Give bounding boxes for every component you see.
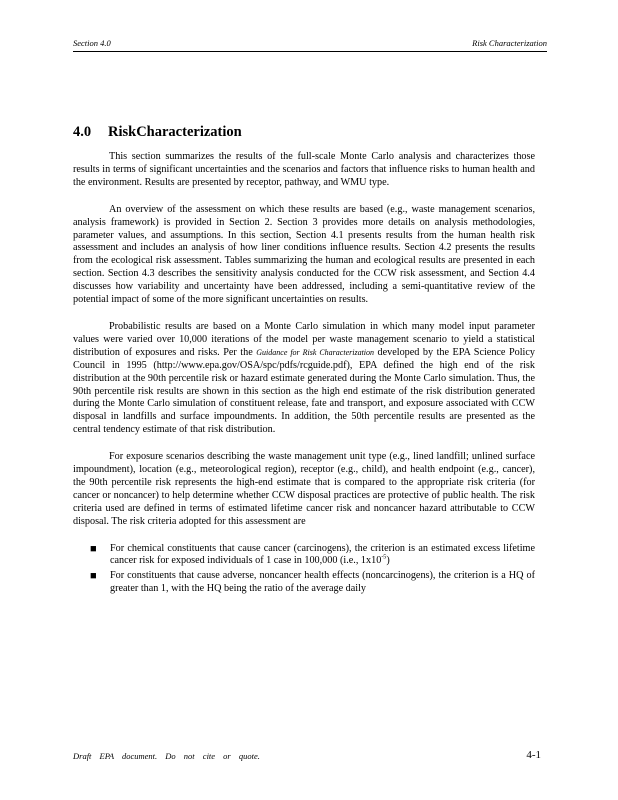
paragraph-probabilistic — [73, 321, 535, 437]
section-number: 4.0 — [73, 124, 92, 140]
paragraph-probabilistic-text: Probabilistic results are based on a Monte Carlo simulation in which many model input parameter values were varied over 10,000 iterations of the model per waste management scenario to yield a statistical distribution of exposures and risks. Per the — [73, 320, 535, 358]
header-section: Section 4.0 — [73, 38, 111, 48]
bullet-tail: ) — [386, 555, 390, 567]
page-number: 4-1 — [526, 749, 541, 761]
body-text — [73, 151, 535, 598]
header-chapter-title: Risk Characterization — [472, 38, 547, 48]
bullet-square-icon: ■ — [90, 542, 97, 555]
paragraph-overview: An overview of the assessment on which these results are based (e.g., waste management scenarios, analysis framework) is provided in Section 2. Section 3 provides more details on analysis methodologies, parameter values, and assumptions. In this section, Section 4.1 presents results from the human health risk assessment and includes an analysis of how liner conditions influence results. Section 4.2 presents the results from the ecological risk assessment. Tables summarizing the human and ecological results are presented in each section. Section 4.3 describes the sensitivity analysis conducted for the CCW risk assessment, and Section 4.4 discusses how variability and uncertainty have been addressed, including a semi-quantitative review of the potential impact of some of the more significant uncertainties on results. — [73, 203, 535, 306]
page-header — [73, 38, 547, 52]
exponent: -5 — [381, 555, 387, 562]
paragraph-intro: This section summarizes the results of the full-scale Monte Carlo analysis and characterizes those results in terms of significant uncertainties and the scenarios and factors that influence risks to human health and the environment. Results are presented by receptor, pathway, and WMU type. — [73, 151, 535, 188]
guidance-citation: Guidance for Risk Characterization — [256, 347, 375, 357]
draft-notice: Draft EPA document. Do not cite or quote. — [73, 751, 260, 761]
section-title: RiskCharacterization — [108, 124, 242, 140]
bullet-text: For chemical constituents that cause cancer (carcinogens), the criterion is an estimated excess lifetime cancer risk for exposed individuals of 1 case in 100,000 (i.e., 1x10 — [110, 542, 535, 567]
paragraph-probabilistic-rest: developed by the EPA Science Policy Council in 1995 (http://www.epa.gov/OSA/spc/pdfs/rcguide.pdf), EPA defined the high end of the risk distribution at the 90th percentile risk or hazard estimate generated during the Monte Carlo simulation. Thus, the 90th percentile risk results are shown in this section as the high end estimate of the risk distribution generated during the Monte Carlo simulation of constituent release, fate and transport, and exposure associated with CCW disposal in landfills and surface impoundments. In addition, the 50th percentile results are presented as the central tendency estimate of that risk distribution. — [73, 346, 535, 436]
section-heading — [73, 124, 242, 141]
bullet-text: For constituents that cause adverse, noncancer health effects (noncarcinogens), the criterion is a HQ of greater than 1, with the HQ being the ratio of the average daily — [110, 570, 535, 595]
paragraph-exposure-scenarios: For exposure scenarios describing the waste management unit type (e.g., lined landfill; unlined surface impoundment), location (e.g., meteorological region), receptor (e.g., child), and health endpoint (e.g., cancer), the 90th percentile risk represents the high-end estimate that is compared to the appropriate risk criteria (for cancer or noncancer) to help determine whether CCW disposal practices are protective of public health. The risk criteria used are defined in terms of estimated lifetime cancer risk and noncancer hazard attributable to CCW disposal. The risk criteria adopted for this assessment are — [73, 451, 535, 527]
bullet-noncarcinogens — [73, 570, 535, 596]
bullet-carcinogens — [73, 543, 535, 569]
bullet-square-icon: ■ — [90, 570, 97, 583]
